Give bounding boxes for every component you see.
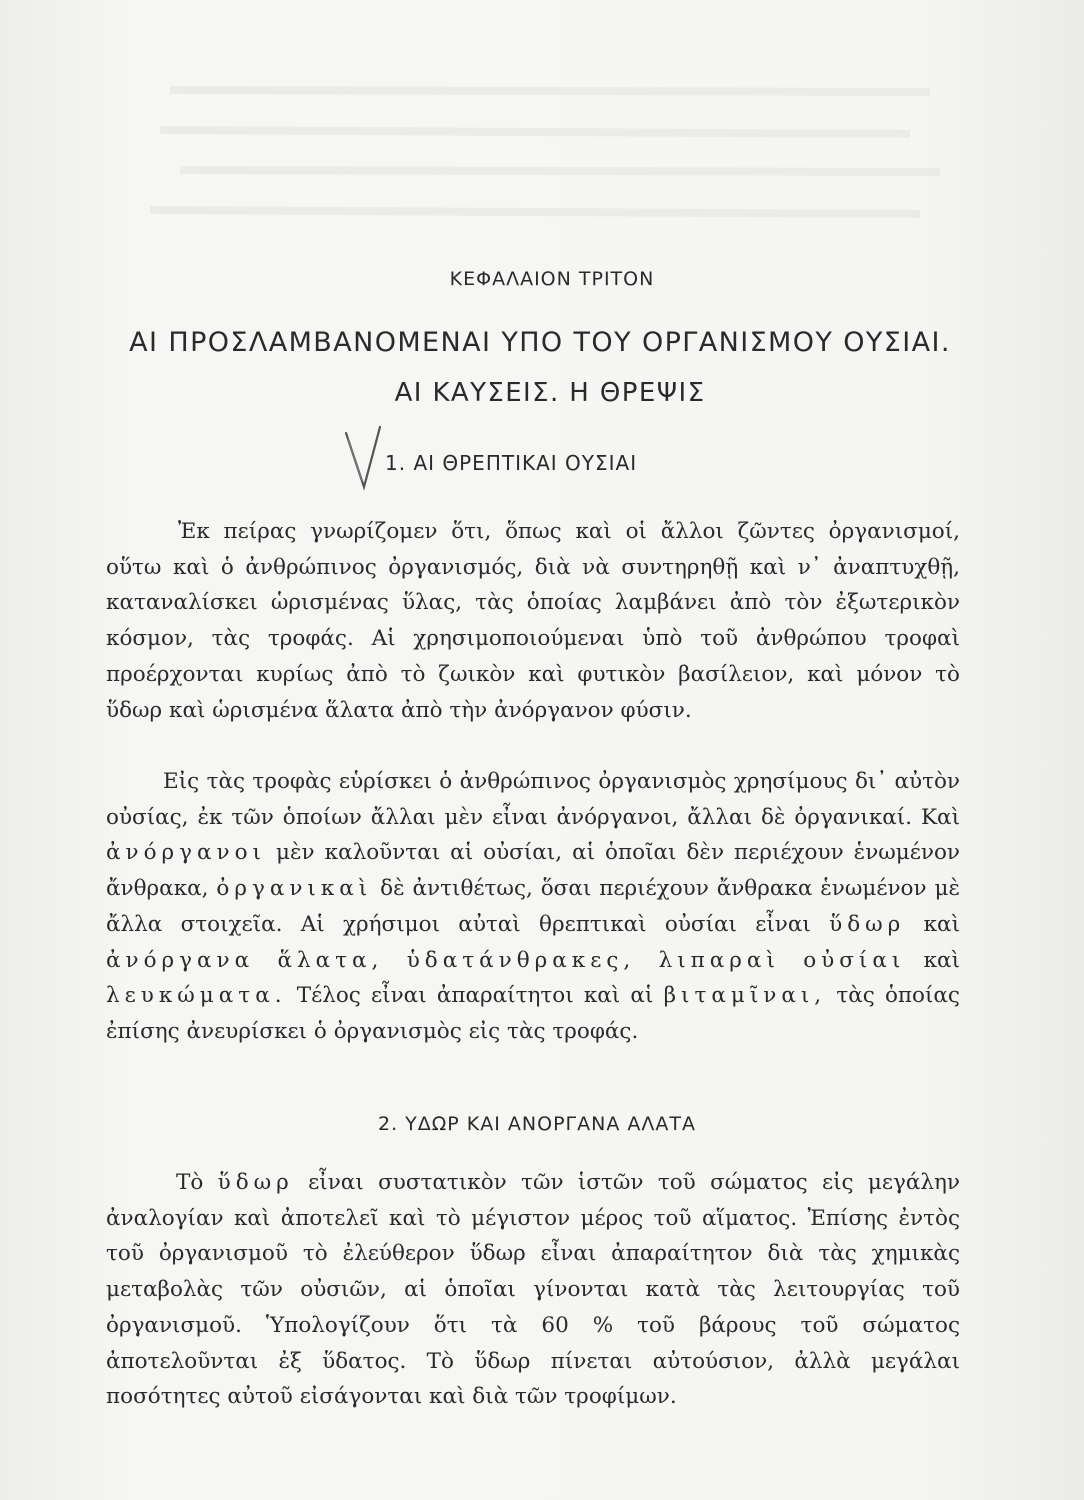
paragraph-2-text: τὰς ὁποίας ἐπίσης ἀνευρίσκει ὁ ὀργανισμὸς εἰς τὰς τροφάς. [106, 983, 960, 1044]
paragraph-2-text: Εἰς τὰς τροφὰς εὑρίσκει ὁ ἀνθρώπινος ὀργανισμὸς χρησίμους δι᾿ αὐτὸν οὐσίας, ἐκ τῶν ὁποίων ἄλλαι μὲν εἶναι ἀνόργανοι, ἄλλαι δὲ ὀργανικαί. Καὶ [106, 769, 960, 830]
chapter-title-line-2: ΑΙ ΚΑΥΣΕΙΣ. Η ΘΡΕΨΙΣ [394, 378, 706, 408]
paragraph-2-text: μὲν καλοῦνται αἱ οὐσίαι, αἱ ὁποῖαι δὲν περιέχουν ἑνωμένον ἄνθρακα, [106, 840, 960, 902]
emphasis-nutrient-list: ἀνόργανα ἅλατα, ὑδατάνθρακες, λιπαραὶ οὐσίαι [106, 947, 906, 973]
paragraph-3-text: εἶναι συστατικὸν τῶν ἱστῶν τοῦ σώματος εἰς μεγάλην ἀναλογίαν καὶ ἀποτελεῖ καὶ τὸ μέγιστον μέρος τοῦ αἵματος. Ἐπίσης ἐντὸς τοῦ ὀργανισμοῦ τὸ ἐλεύθερον ὕδωρ εἶναι ἀπαραίτητον διὰ τὰς χημικὰς μεταβολὰς τῶν οὐσιῶν, αἱ ὁποῖαι γίνονται κατὰ τὰς λειτουργίας τοῦ ὀργανισμοῦ. Ὑπολογίζουν ὅτι τὰ 60 % τοῦ βάρους τοῦ σώματος ἀποτελοῦνται ἐξ ὕδατος. Τὸ ὕδωρ πίνεται αὐτούσιον, ἀλλὰ μεγάλαι ποσότητες αὐτοῦ εἰσάγονται καὶ διὰ τῶν τροφίμων. [106, 1170, 960, 1410]
emphasis-organic: ὀργανικαὶ [216, 876, 373, 902]
emphasis-vitamins: βιταμῖναι, [663, 983, 827, 1009]
emphasis-water: ὕδωρ [829, 911, 906, 937]
paragraph-2-text: καὶ [923, 911, 960, 937]
emphasis-proteins: λευκώματα. [106, 983, 287, 1009]
paragraph-2-text: Τέλος εἶναι ἀπαραίτητοι καὶ αἱ [296, 983, 654, 1009]
emphasis-water: ὕδωρ [217, 1170, 294, 1195]
chapter-label: ΚΕΦΑΛΑΙΟΝ ΤΡΙΤΟΝ [449, 268, 655, 290]
pencil-checkmark-icon [340, 425, 388, 495]
bleed-through-shadow [150, 60, 950, 260]
paragraph-1: Ἐκ πείρας γνωρίζομεν ὅτι, ὅπως καὶ οἱ ἄλλοι ζῶντες ὀργανισμοί, οὕτω καὶ ὁ ἀνθρώπινος ὀργανισμός, διὰ νὰ συντηρηθῇ καὶ ν᾿ ἀναπτυχθῇ, καταναλίσκει ὡρισμένας ὕλας, τὰς ὁποίας λαμβάνει ἀπὸ τὸν ἐξωτερικὸν κόσμον, τὰς τροφάς. Αἱ χρησιμοποιούμεναι ὑπὸ τοῦ ἀνθρώπου τροφαὶ προέρχονται κυρίως ἀπὸ τὸ ζωικὸν καὶ φυτικὸν βασίλειον, καὶ μόνον τὸ ὕδωρ καὶ ὡρισμένα ἅλατα ἀπὸ τὴν ἀνόργανον φύσιν. [106, 519, 960, 723]
paragraph-3-text: Τὸ [176, 1170, 204, 1195]
paragraph-2-text: δὲ ἀντιθέτως, ὅσαι περιέχουν ἄνθρακα ἑνωμένον μὲ ἄλλα στοιχεῖα. Αἱ χρήσιμοι αὐταὶ θρεπτικαὶ οὐσίαι εἶναι [106, 876, 960, 937]
paragraph-2 [106, 764, 960, 1050]
section-heading-nutrients: 1. ΑΙ ΘΡΕΠΤΙΚΑΙ ΟΥΣΙΑΙ [385, 451, 638, 475]
emphasis-inorganic: ἀνόργανοι [106, 840, 266, 866]
paragraph-3 [106, 1165, 960, 1415]
paragraph-2-text: καὶ [923, 947, 960, 973]
section-heading-water-salts: 2. ΥΔΩΡ ΚΑΙ ΑΝΟΡΓΑΝΑ ΑΛΑΤΑ [378, 1113, 696, 1135]
chapter-title-line-1: ΑΙ ΠΡΟΣΛΑΜΒΑΝΟΜΕΝΑΙ ΥΠΟ ΤΟΥ ΟΡΓΑΝΙΣΜΟΥ ΟΥΣΙΑΙ. [129, 327, 951, 358]
